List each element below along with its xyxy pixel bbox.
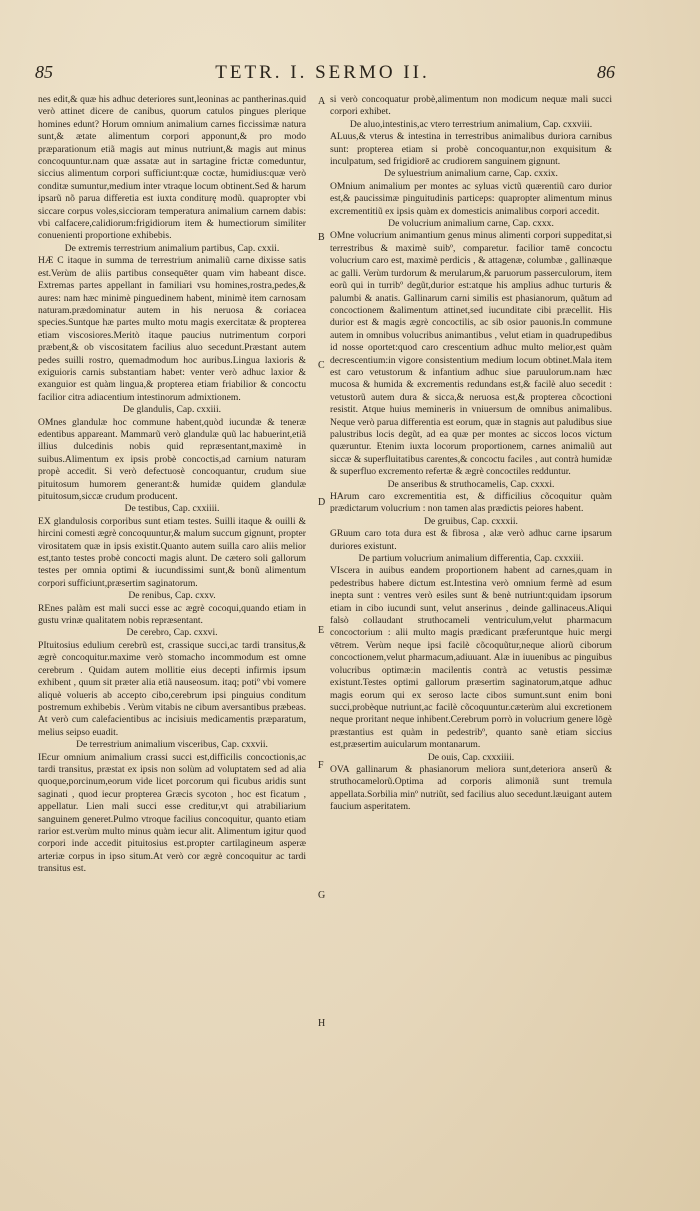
chapter-heading: De renibus, Cap. cxxv. <box>128 590 216 602</box>
paragraph: OVA gallinarum & phasianorum meliora sunt,deteriora anserũ & struthocamelorũ.Optima ad corporis alimoniã sunt tremula appellata.Sorbilia minº nutriũt, sed facilius aluo secedunt.læuigant autem faucium asperitatem. <box>330 763 612 813</box>
chapter-heading: De anseribus & struthocamelis, Cap. cxxxi. <box>387 478 555 490</box>
page-header <box>35 62 615 84</box>
chapter-heading: De glandulis, Cap. cxxiii. <box>122 404 222 416</box>
margin-letter-c: C <box>318 360 325 371</box>
paragraph: HÆ C itaque in summa de terrestrium animaliũ carne dixisse satis est.Verùm de aliis partibus consequēter quam vim habeant disce. Extremas partes appellant in familiari vsu homines,rostra,pedes,& aures: nam hæc minimè pinguedinem habent, minimè item carnosam naturam.prædominatur autem in his neruosa & coriacea species.Suntque hæ partes multo motu magis exercitatæ & propterea etiam viscosiores.Meritò itaque paucius nutrimentum corpori præbent,& ob viscositatem facilius aluo secedunt.Præstant autem pedes suilli rostro, quemadmodum hoc auribus.Lingua laxioris & exiguioris carnis substantiam habet: venter verò adhuc laxior & exanguior est quàm lingua,& propterea etiam friabilior & concoctu facilior citra adiacentium intestinorum admixtionem. <box>38 255 306 403</box>
paragraph: PItuitosius edulium cerebrũ est, crassique succi,ac tardi transitus,& ægrè concoquitur.maxime verò stomacho incommodum est omne cerebrum . Quidam autem mollitie eius decepti infirmis ipsum exhibent , quum sit præter alia etiã nauseosum. itaq; potiº vbi vomere aliquè volueris ab accepto cibo,cerebrum ipsi pinguius conditum postremum exhibebis . Verùm vitabis ne cibum aversantibus præbeas. At verò cum calefacientibus ac incisiuis medicamentis præparatum, melius seipso euadit. <box>38 639 306 738</box>
margin-letter-b: B <box>318 232 325 243</box>
chapter-heading: De gruibus, Cap. cxxxii. <box>424 515 518 527</box>
page-number-left: 85 <box>35 62 53 82</box>
page-number-right: 86 <box>597 62 615 82</box>
chapter-heading: De syluestrium animalium carne, Cap. cxxix. <box>384 168 558 180</box>
left-column <box>38 94 306 876</box>
paragraph: VIscera in auibus eandem proportionem habent ad carnes,quam in pedestribus habere dictum est.Intestina verò omnium fermè ad esum inepta sunt : ventres verò esiles sunt & benè nutriunt:quidam ipsorum etiam in cibo iucundi sunt, velut anserinus , deinde gallinaceus.Aliqui falsò collaudant struthocameli ventriculum,velut pharmacum concoctorium : alii multo magis prædicant præferuntque huic mergi vētrem. Verùm neque ipsi facilè cõcoquũtur,neque aliorũ ciborum concoctionem,velut pharmacum,adiuuant. Alæ in iuuenibus ac pinguibus volucribus optimæ:in macilentis contrà ac vetustis pessimæ existunt.Testes optimi gallorum præsertim saginatorum,atque adhuc magis eorum qui ex seroso lacte cibos sumunt.sunt enim boni succi,probèque nutriunt,ac facilè cõcoquuntur.cæterùm alui excretionem neque proritant neque inhibent.Cerebrum porrò in volucrium genere lōgè præstantius est quàm in pedestribº, quanto sanè etiam siccius est,præsertim auicularum montanarum. <box>330 565 612 751</box>
chapter-heading: De partium volucrium animalium differentia, Cap. cxxxiii. <box>358 553 584 565</box>
chapter-heading: De extremis terrestrium animalium partibus, Cap. cxxii. <box>64 242 280 254</box>
paragraph: GRuum caro tota dura est & fibrosa , alæ verò adhuc carne ipsarum duriores existunt. <box>330 528 612 552</box>
paragraph: OMne volucrium animantium genus minus alimenti corpori suppeditat,si terrestribus & maximè suibº, comparetur. facilior tamē concoctu volucrium caro est, maximè perdicis , & attagenæ, columbæ , gallinæque ac galli. Verùm turdorum & merularum,& paruorum passerculorum, item eorũ qui in turribº degũt,durior est:atque his amplius adhuc turturis & palumbi & anatis. Gallinarum carni similis est phasianorum, quãtum ad concoctionem &alimentum attinet,sed iucunditate cibi præcellit. His durior est & magis ægrè concoctilis, ac sib osior pauonis.In commune autem in omnibus volucribus animantibus , velut etiam in quadrupedibus id nosse oportet:quod caro crescentium adhuc multo melior,est quàm decrescentium:in vigore consistentium medium locum obtinet.Mala item est caro vetustorum & infantium adhuc siue paruulorum.nam hæc mucosa & humida & excrementis redundans est,& facilè aluo secedit : vetustorũ autem dura & sicca,& neruosa est,& propterea cõcoctioni resistit. Atque huius memineris in vniuersum de omnibus animalibus. Neque verò parua differentia est eorum, quæ in stagnis aut paludibus siue palustribus locis degũt, ad ea quæ per montes ac siccos locos victum quæruntur. Etenim iuxta locorum proportionem, carnes animaliũ aut siccæ & superfluitatibus carentes,& concoctu faciles , aut contrà humidæ & superfluo excremento refertæ & ægrè concoctiles redduntur. <box>330 230 612 478</box>
margin-letter-d: D <box>318 497 326 508</box>
paragraph: IEcur omnium animalium crassi succi est,difficilis concoctionis,ac tardi transitus, præstat ex ipsis non solùm ad voluptatem sed ad alia quoque,porcinum,eorum vide licet porcorum qui ficubus aridis sunt saginati , quod iecur propterea Græcis sycoton , hoc est ficatum , appellatur. Lien mali succi esse creditur,vt qui atrabiliarium sanguinem generet.Pulmo vtroque facilius concoquitur, quanto etiam rarior est.verùm multo minus quàm iecur alit. Alimentum igitur quod corpori inde accedit pituitosius est.propter cartilagineum asperæ arteriæ corpus in ipso situm.At verò cor ægrè concoquitur ac tardi transitus est. <box>38 751 306 875</box>
paragraph: REnes palàm est mali succi esse ac ægrè cocoqui,quando etiam in gustu vrinæ qualitatem nobis repræsentant. <box>38 602 306 627</box>
paragraph: OMnium animalium per montes ac syluas victũ quærentiũ caro durior est,& paucissimæ pinguitudinis particeps: quapropter alimentum minus excrementitiũ ex ipsis quàm ex domesticis animalibus corpori accedit. <box>330 180 612 217</box>
paragraph: EX glandulosis corporibus sunt etiam testes. Suilli itaque & ouilli & hircini comesti ægrè concoquuntur,& malum succum gignunt, propter virositatem quæ in ipsis existit.Quanto autem suilla caro aliis melior est,tanto testes probè concocti magis alunt. De cætero soli gallorum testes per omnia optimi & iucundissimi sunt,& bonũ alimentum corpori sufficiunt,præsertim saginatorum. <box>38 515 306 589</box>
running-title: TETR. I. SERMO II. <box>215 62 430 83</box>
chapter-heading: De terrestrium animalium visceribus, Cap. cxxvii. <box>76 739 268 751</box>
chapter-heading: De aluo,intestinis,ac vtero terrestrium animalium, Cap. cxxviii. <box>349 118 593 130</box>
paragraph: OMnes glandulæ hoc commune habent,quòd iucundæ & teneræ edentibus appareant. Mammarũ verò glandulæ quũ lac habuerint,etiã illius dulcedinis nobis quid repræsentant,maximè in suibus.Alimentum ex ipsis probè concoctis,ad carnium naturam propè accedit. Si verò defectuosè concoquantur, crudum siue pituitosum humorem generant:& humidæ quidem glandulæ pituitosum,siccæ crudum producent. <box>38 416 306 502</box>
chapter-heading: De cerebro, Cap. cxxvi. <box>126 627 218 639</box>
margin-letter-a: A <box>318 96 326 107</box>
paragraph: HArum caro excrementitia est, & difficilius cõcoquitur quàm prædictarum volucrium : non tamen alas prædictis peiores habent. <box>330 491 612 515</box>
chapter-heading: De volucrium animalium carne, Cap. cxxx. <box>388 218 554 230</box>
right-column <box>330 94 612 814</box>
margin-letter-g: G <box>318 890 326 901</box>
margin-letter-e: E <box>318 625 325 636</box>
margin-letter-f: F <box>318 760 324 771</box>
chapter-heading: De ouis, Cap. cxxxiiii. <box>427 751 515 763</box>
paragraph: si verò concoquatur probè,alimentum non modicum nequæ mali succi corpori exhibet. <box>330 94 612 118</box>
paragraph: nes edit,& quæ his adhuc deteriores sunt,leoninas ac pantherinas.quid verò attinet dicere de canibus, quorum catulos pingues plerique homines edunt? Horum omnium animalium carnes ficcissimæ natura sunt,& ætate alimentum corpori apponunt,& pro modo præparationum etiã magis aut minus nutriunt,& magis aut minus concoquuntur.nam quæ assatæ aut in sartagine frictæ comeduntur, siccius alimentum corpori sufficiunt:quæ coctæ, humidius:quæ verò conditæ sumuntur,medium inter vtraque locum obtinent.Sed & harum ipsarũ nõ parua differetia est iuxta conditurę modũ. quapropter vbi siccare corpus voles,siccioram temperatura animalium carnem dabis: vbi calfacere,calidiorum:frigidiorum item & humectiorum similiter conuenienti proportione exhibebis. <box>38 94 306 242</box>
chapter-heading: De testibus, Cap. cxxiiii. <box>124 503 220 515</box>
paragraph: ALuus,& vterus & intestina in terrestribus animalibus duriora carnibus sunt: propterea etiam si probè concoquantur,non exquisitum & inculpatum, sed frigidiorē ac crudiorem sanguinem gignunt. <box>330 131 612 168</box>
margin-letter-h: H <box>318 1018 326 1029</box>
